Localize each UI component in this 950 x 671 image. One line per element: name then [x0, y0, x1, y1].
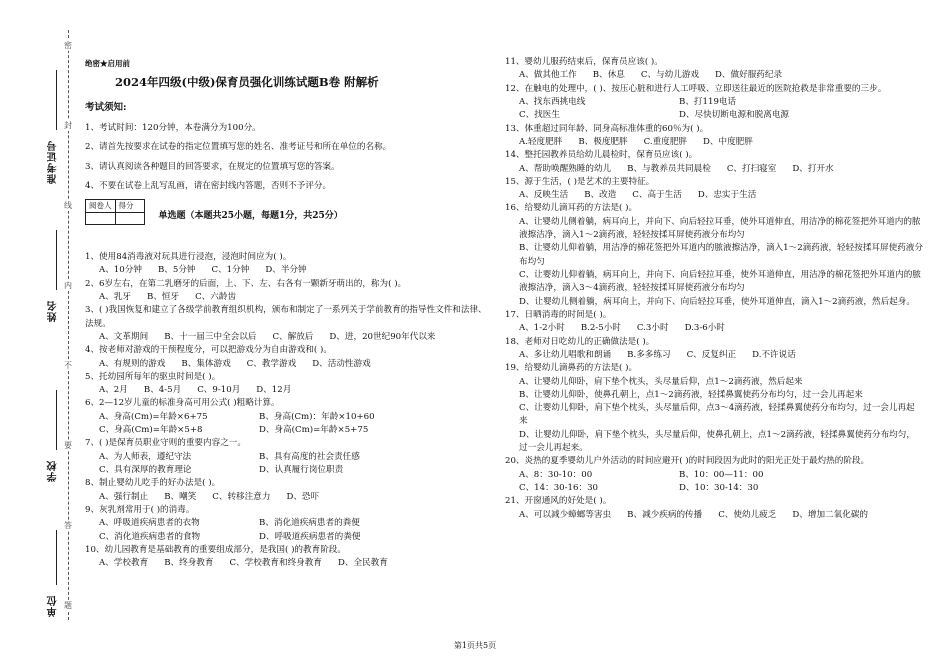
answer-option[interactable]: C、打扫寝室 — [726, 163, 777, 174]
answer-option[interactable]: D、进，20世纪90年代以来 — [329, 331, 436, 342]
question-text: 17、日晒消毒的时间是( )。 — [505, 309, 612, 320]
question-item — [505, 202, 923, 309]
question-text: 18、老师对日吃幼儿的正确做法是( )。 — [505, 336, 655, 347]
answer-row — [99, 517, 490, 530]
exam-notice — [85, 101, 490, 193]
question-item — [85, 397, 490, 437]
answer-row — [99, 531, 490, 544]
answer-option[interactable]: C.重度肥胖 — [643, 136, 688, 147]
answer-option[interactable]: B、休息 — [592, 70, 625, 81]
right-question-list — [505, 56, 923, 522]
answer-row — [519, 349, 923, 362]
answer-row — [519, 469, 923, 482]
answer-option[interactable]: D、让婴幼儿仰卧，肩下垫个枕头，头尽量后仰，使鼻孔朝上，点1～2滴药液，轻揉鼻翼使药分布均匀，过一会儿再起来。 — [519, 429, 915, 454]
answer-option[interactable]: D、打开水 — [792, 163, 834, 174]
notice-item: 2、请首先按要求在试卷的指定位置填写您的姓名、准考证号和所在单位的名称。 — [85, 142, 392, 153]
question-text: 15、源于生活，( )是艺术的主要特征。 — [505, 176, 655, 187]
seal-mark: 不 — [64, 361, 72, 370]
seal-mark: 封 — [64, 121, 72, 130]
question-item — [505, 495, 923, 522]
seal-mark: 密 — [64, 41, 72, 50]
answer-option[interactable]: B、极度肥胖 — [578, 136, 628, 147]
answer-option[interactable]: A、10分钟 — [99, 265, 142, 276]
question-text: 12、在触电的处理中，( )、按压心脏和进行人工呼吸、立即送往最近的医院抢救是非常重要的三步。 — [505, 83, 887, 94]
answer-option[interactable]: A.轻度肥胖 — [519, 136, 563, 147]
question-item — [85, 304, 490, 344]
seal-mark: 线 — [64, 201, 72, 210]
answer-option[interactable]: B、5分钟 — [157, 265, 196, 276]
answer-row — [519, 136, 923, 149]
answer-row — [519, 189, 923, 202]
answer-option[interactable]: D、增加二氧化碳的 — [792, 509, 869, 520]
question-text: 2、6岁左右，在第二乳磨牙的后面，上、下、左、右各有一颗新牙萌出的，称为( )。 — [85, 278, 407, 289]
answer-option[interactable]: A、让婴幼儿侧着躺，病耳向上，并向下、向后轻拉耳垂，使外耳道伸直，用洁净的棉花签把外耳道内的脓液擦洁净，滴入1～2滴药液，轻轻按揉耳屏使药液分布均匀 — [519, 216, 921, 241]
answer-option[interactable]: A、8：30-10：00 — [519, 469, 593, 480]
answer-row — [99, 291, 490, 304]
question-item — [505, 176, 923, 203]
question-item — [85, 371, 490, 398]
answer-option[interactable]: B、让婴幼儿仰着躺，用洁净的棉花签把外耳道内的脓液擦洁净，滴入1～2滴药液，轻轻按揉耳屏使药液分布均匀 — [519, 243, 923, 267]
seal-mark: 答 — [64, 521, 72, 530]
answer-option[interactable]: C、具有深厚的教育理论 — [99, 465, 192, 476]
answer-option[interactable]: C、反复纠正 — [686, 349, 737, 360]
answer-option[interactable]: B、终身教育 — [164, 558, 214, 569]
answer-option[interactable]: A、多让幼儿唱歌和朗诵 — [519, 349, 612, 360]
seal-line — [68, 30, 69, 620]
answer-option[interactable]: D、呼吸道疾病患者的粪便 — [259, 531, 361, 542]
seal-mark: 要 — [64, 441, 72, 450]
section-title: 单选题（本题共25小题，每题1分，共25分） — [158, 211, 343, 222]
notice-item: 4、不要在试卷上乱写乱画，请在密封线内答题，否则不予评分。 — [85, 181, 332, 192]
answer-option[interactable]: A、文革期间 — [99, 331, 149, 342]
answer-row — [99, 464, 490, 477]
answer-option[interactable]: B、身高(Cm)：年龄×10+60 — [259, 411, 375, 422]
exam-title: 2024年四级(中级)保育员强化训练试题B卷 附解析 — [115, 74, 379, 89]
answer-option[interactable]: B、让婴幼儿仰卧，使鼻孔朝上，点1～2滴药液，轻揉鼻翼使药分布均匀，过一会儿再起来 — [519, 389, 863, 400]
answer-option[interactable]: C、解放后 — [272, 331, 314, 342]
answer-option[interactable]: B、具有高度的社会责任感 — [259, 451, 360, 462]
question-item — [505, 309, 923, 336]
question-text: 14、整托园教养员给幼儿晨检时，保育员应该( )。 — [505, 150, 698, 161]
answer-option[interactable]: B、十一届三中全会以后 — [164, 331, 257, 342]
answer-option[interactable]: A、学校教育 — [99, 558, 149, 569]
question-item — [505, 149, 923, 176]
grader-cell[interactable] — [86, 213, 116, 225]
answer-option[interactable]: C、与幼儿游戏 — [640, 70, 700, 81]
question-item — [505, 336, 923, 363]
question-text: 7、( )是保育员职业守则的重要内容之一。 — [85, 438, 246, 449]
left-question-list — [85, 251, 490, 571]
question-item — [505, 455, 923, 495]
answer-option[interactable]: A、呼吸道疾病患者的衣物 — [99, 518, 200, 529]
answer-option[interactable]: D.不许说话 — [752, 349, 796, 360]
answer-option[interactable]: A、帮助唤醒熟睡的幼儿 — [519, 163, 612, 174]
answer-row — [99, 384, 490, 397]
answer-row — [519, 163, 923, 176]
answer-row — [99, 491, 490, 504]
question-text: 20、炎热的夏季婴幼儿户外活动的时间应避开( )的时间段因为此时的阳光正处于最灼热的阶段。 — [505, 456, 870, 467]
notice-title: 考试须知: — [85, 102, 127, 114]
answer-option[interactable]: A、可以减少蟑螂等害虫 — [519, 509, 612, 520]
question-text: 11、婴幼儿服药结束后，保育员应该( )。 — [505, 57, 663, 67]
question-text: 4、按老师对游戏的干预程度分，可以把游戏分为自由游戏和( )。 — [85, 345, 332, 356]
answer-option[interactable]: A、身高(Cm)=年龄×6+75 — [99, 411, 208, 422]
answer-row — [519, 509, 923, 522]
answer-option[interactable]: B、减少疾病的传播 — [627, 509, 703, 520]
score-label: 得分 — [115, 200, 144, 213]
answer-option[interactable]: D、12月 — [256, 385, 292, 396]
score-cell[interactable] — [115, 213, 144, 225]
answer-option[interactable]: D、活动性游戏 — [312, 358, 371, 369]
question-item — [85, 251, 490, 278]
admission-number-blank — [56, 70, 57, 130]
answer-row — [99, 331, 490, 344]
question-item — [505, 123, 923, 150]
answer-option[interactable]: D、恐吓 — [286, 491, 320, 502]
answer-option[interactable]: A、乳牙 — [99, 291, 131, 302]
answer-option[interactable]: C、使幼儿疲乏 — [718, 509, 777, 520]
answer-option[interactable]: D、全民教育 — [338, 558, 388, 569]
seal-mark: 内 — [64, 281, 72, 290]
answer-option[interactable]: B、10：00—11：00 — [679, 469, 764, 480]
score-row — [85, 199, 490, 225]
notice-item: 3、请认真阅读各种题目的回答要求，在规定的位置填写您的答案。 — [85, 161, 340, 172]
question-text: 21、开窗通风的好处是( )。 — [505, 496, 612, 507]
answer-row — [99, 424, 490, 437]
answer-row — [519, 482, 923, 495]
question-item — [505, 362, 923, 455]
question-text: 19、给婴幼儿滴鼻药的方法是( )。 — [505, 363, 638, 374]
answer-row — [519, 69, 923, 82]
answer-option[interactable]: C、找医生 — [519, 110, 560, 121]
question-item — [85, 544, 490, 571]
answer-option[interactable]: C、14：30-16：30 — [519, 483, 599, 493]
answer-option[interactable]: C、让婴幼儿仰着躺，病耳向上，并向下、向后轻拉耳垂，使外耳道伸直，用洁净的棉花签把外耳道内的脓液擦洁净，滴入3～4滴药液，轻轻按揉耳屏使药液分布均匀 — [519, 270, 921, 294]
question-text: 8、制止婴幼儿吃手的好办法是( )。 — [85, 478, 221, 489]
question-text: 13、体重超过同年龄、同身高标准体重的60％为( )。 — [505, 123, 709, 134]
question-text: 6、2—12岁儿童的标准身高可用公式( )粗略计算。 — [85, 398, 280, 409]
answer-option[interactable]: B、嘲笑 — [164, 491, 197, 502]
unit-blank — [56, 530, 57, 585]
admission-number-label: 准考证号 — [48, 140, 59, 184]
question-item — [505, 83, 923, 123]
answer-option[interactable]: D、尽快切断电源和脱离电源 — [679, 110, 790, 121]
question-text: 16、给婴幼儿滴耳药的方法是( )。 — [505, 203, 638, 214]
answer-option[interactable]: A、2月 — [99, 385, 128, 396]
answer-row — [519, 96, 923, 109]
answer-option[interactable]: C.3小时 — [636, 323, 669, 334]
unit-label: 单位 — [48, 595, 59, 617]
answer-option[interactable]: D、让婴幼儿侧着躺，病耳向上，并向下、向后轻拉耳垂，使外耳道伸直，滴入1～2滴药液，然后起身。 — [519, 296, 915, 307]
answer-option[interactable]: B、集体游戏 — [181, 358, 231, 369]
answer-option[interactable]: D、认真履行岗位职责 — [259, 465, 344, 476]
answer-option[interactable]: D、中度肥胖 — [703, 136, 753, 147]
answer-option[interactable]: B、4-5月 — [143, 385, 182, 396]
answer-option[interactable]: A、为人师表，遵纪守法 — [99, 451, 192, 462]
answer-option[interactable]: C、身高(Cm)=年龄×5+8 — [99, 425, 203, 436]
answer-row — [519, 109, 923, 122]
grader-label: 阅卷人 — [86, 200, 116, 213]
answer-option[interactable]: B、消化道疾病患者的粪便 — [259, 518, 360, 529]
left-column — [85, 58, 490, 571]
answer-option[interactable]: A、做其他工作 — [519, 70, 577, 81]
answer-option[interactable]: D、忠实于生活 — [697, 190, 757, 201]
answer-option[interactable]: A、找东西挑电线 — [519, 96, 586, 107]
answer-option[interactable]: D、10：30-14：30 — [679, 483, 759, 493]
secret-mark: 绝密★启用前 — [85, 59, 130, 68]
answer-option[interactable]: D、半分钟 — [265, 265, 307, 276]
answer-option[interactable]: A、有规则的游戏 — [99, 358, 166, 369]
school-label: 学校 — [48, 460, 59, 482]
notice-item: 1、考试时间：120分钟，本卷满分为100分。 — [85, 123, 261, 134]
answer-option[interactable]: C、消化道疾病患者的食物 — [99, 531, 201, 542]
answer-row — [99, 264, 490, 277]
seal-mark: 题 — [64, 601, 72, 610]
question-item — [85, 504, 490, 544]
answer-option[interactable]: B.2-5小时 — [580, 323, 621, 334]
answer-row — [99, 451, 490, 464]
answer-option[interactable]: C、让婴幼儿仰卧，肩下垫个枕头，头尽量后仰，点3～4滴药液，轻揉鼻翼使药分布均匀，过一会儿再起来 — [519, 403, 915, 427]
answer-option[interactable]: C、学校教育和终身教育 — [229, 558, 322, 569]
question-text: 10、幼儿园教育是基础教育的重要组成部分，是我国( )的教育阶段。 — [85, 544, 346, 555]
answer-option[interactable]: B、打119电话 — [679, 96, 737, 107]
answer-option[interactable]: B、恒牙 — [147, 291, 180, 302]
answer-option[interactable]: A、1-2小时 — [519, 323, 565, 334]
answer-option[interactable]: D.3-6小时 — [684, 323, 725, 334]
answer-option[interactable]: B、与教养员共同晨检 — [627, 163, 711, 174]
answer-row — [99, 411, 490, 424]
answer-option[interactable]: C、转移注意力 — [212, 491, 271, 502]
binding-strip — [20, 30, 78, 650]
answer-option[interactable]: C、1分钟 — [211, 265, 250, 276]
answer-option[interactable]: D、做好服药纪录 — [715, 70, 783, 81]
question-text: 9、灰乳剂常用于( )的消毒。 — [85, 504, 195, 515]
page-footer: 第1页共5页 — [453, 641, 497, 650]
answer-option[interactable]: C、高于生活 — [632, 190, 682, 201]
answer-option[interactable]: A、强行制止 — [99, 491, 149, 502]
question-text: 1、使用84消毒液对玩具进行浸泡，浸泡时间应为( )。 — [85, 252, 292, 263]
question-item — [85, 437, 490, 477]
answer-row — [99, 557, 490, 570]
answer-option[interactable]: A、反映生活 — [519, 190, 569, 201]
answer-option[interactable]: C、教学游戏 — [246, 358, 297, 369]
answer-option[interactable]: C、9-10月 — [197, 385, 241, 396]
score-box — [85, 199, 145, 225]
question-item — [85, 344, 490, 371]
question-item — [85, 477, 490, 504]
right-column — [505, 57, 923, 522]
question-item — [85, 278, 490, 305]
answer-row — [519, 322, 923, 335]
question-text: 3、( )我国恢复和建立了各级学前教育组织机构，颁布和制定了一系列关于学前教育的指导性文件和法律、法规。 — [85, 305, 487, 329]
answer-option[interactable]: B、改造 — [584, 190, 617, 201]
question-text: 5、托幼园所每年的驱虫时间是( )。 — [85, 371, 221, 382]
name-blank — [56, 230, 57, 290]
answer-option[interactable]: B.多多练习 — [627, 349, 671, 360]
answer-option[interactable]: D、身高(Cm)=年龄×5+75 — [259, 425, 369, 436]
answer-option[interactable]: C、六龄齿 — [195, 291, 237, 302]
name-label: 姓名 — [48, 300, 59, 322]
answer-option[interactable]: A、让婴幼儿仰卧，肩下垫个枕头，头尽量后仰，点1～2滴药液，然后起来 — [519, 376, 803, 387]
school-blank — [56, 390, 57, 450]
answer-row — [99, 358, 490, 371]
question-item — [505, 56, 923, 83]
